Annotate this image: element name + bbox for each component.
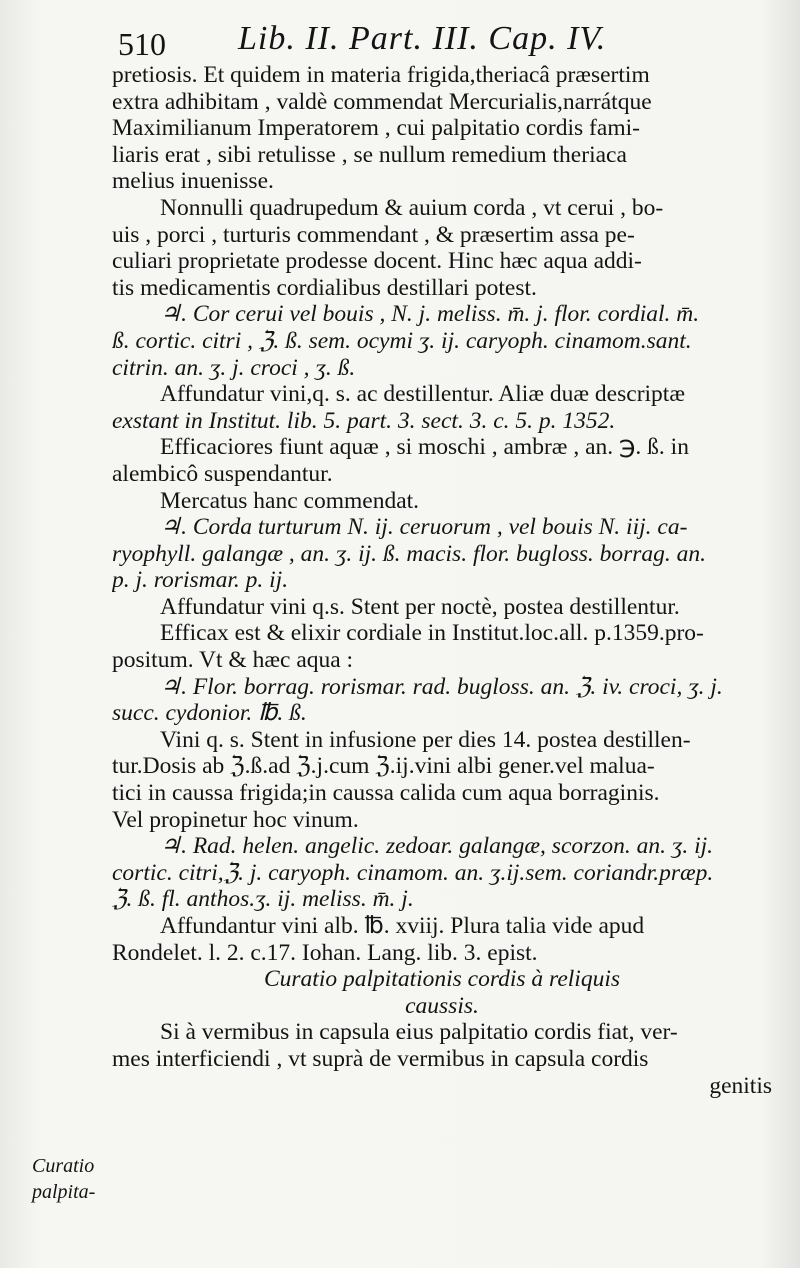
text-line: uis , porci , turturis commendant , & præsertim assa pe- [112,221,635,248]
text-line: alembicô suspendantur. [112,460,333,487]
recipe-line: ♃. Flor. borrag. rorismar. rad. bugloss. an. ℨ. iv. croci, ʒ. j. [160,673,723,700]
text-line: tici in caussa frigida;in caussa calida cum aqua borraginis. [112,780,660,807]
text-line: mes interficiendi , vt suprà de vermibus in capsula cordis [112,1045,649,1072]
margin-note [32,1153,122,1205]
recipe-line: ß. cortic. citri , ℨ. ß. sem. ocymi ʒ. ij. caryoph. cinamom.sant. [112,327,692,354]
recipe-line: p. j. rorismar. p. ij. [112,567,289,594]
section-heading: Curatio palpitationis cordis à reliquis [263,966,620,993]
text-line: Maximilianum Imperatorem , cui palpitatio cordis fami- [112,115,640,142]
text-line: positum. Vt & hæc aqua : [112,647,354,674]
text-line: extra adhibitam , valdè commendat Mercurialis,narrátque [112,88,652,115]
recipe-line: ryophyll. galangæ , an. ʒ. ij. ß. macis. flor. bugloss. borrag. an. [112,540,707,567]
text-line: Rondelet. l. 2. c.17. Iohan. Lang. lib. 3. epist. [112,939,538,966]
text-line: Efficax est & elixir cordiale in Institut.loc.all. p.1359.pro- [160,620,704,647]
recipe-line: succ. cydonior. ℔. ß. [112,700,307,727]
text-line: genitis [709,1072,772,1099]
text-line: tis medicamentis cordialibus destillari potest. [112,274,537,301]
text-line: tur.Dosis ab ℨ.ß.ad ℨ.j.cum ℨ.ij.vini albi gener.vel malua- [112,753,655,780]
text-line: culiari proprietate prodesse docent. Hinc hæc aqua addi- [112,248,642,275]
page-body [112,62,772,1099]
margin-note-line: Curatio [32,1155,95,1177]
recipe-line: ♃. Rad. helen. angelic. zedoar. galangæ, scorzon. an. ʒ. ij. [160,833,714,860]
text-line: Efficaciores fiunt aquæ , si moschi , ambræ , an. ℈. ß. in [160,434,689,461]
text-line: Affundantur vini alb. ℔. xviij. Plura talia vide apud [160,913,645,939]
text-line: melius inuenisse. [112,168,274,195]
running-title: Lib. II. Part. III. Cap. IV. [238,20,607,57]
text-line: Mercatus hanc commendat. [160,487,420,514]
page-number: 510 [118,26,166,62]
page-header [118,20,778,64]
recipe-line: ♃. Corda turturum N. ij. ceruorum , vel bouis N. iij. ca- [160,514,688,541]
section-heading: caussis. [405,992,479,1019]
text-line: pretiosis. Et quidem in materia frigida,theriacâ præsertim [112,62,650,88]
margin-note-line: palpita- [32,1181,96,1203]
text-line: Affundatur vini,q. s. ac destillentur. Aliæ duæ descriptæ [160,381,685,408]
recipe-line: citrin. an. ʒ. j. croci , ʒ. ß. [112,354,356,381]
recipe-line: ♃. Cor cerui vel bouis , N. j. meliss. m̄. j. flor. cordial. m̄. [160,301,700,328]
text-line: Vel propinetur hoc vinum. [112,806,359,833]
text-line: Nonnulli quadrupedum & auium corda , vt cerui , bo- [160,194,664,221]
text-line: Affundatur vini q.s. Stent per noctè, postea destillentur. [160,593,680,620]
recipe-line: ℨ. ß. fl. anthos.ʒ. ij. meliss. m̄. j. [112,886,414,913]
recipe-line: cortic. citri,ℨ. j. caryoph. cinamom. an. ʒ.ij.sem. coriandr.præp. [112,859,714,886]
text-line: Vini q. s. Stent in infusione per dies 14. postea destillen- [160,726,691,753]
text-line: liaris erat , sibi retulisse , se nullum remedium theriaca [112,141,627,168]
text-line: exstant in Institut. lib. 5. part. 3. sect. 3. c. 5. p. 1352. [112,407,616,434]
text-line: Si à vermibus in capsula eius palpitatio cordis fiat, ver- [160,1019,678,1046]
